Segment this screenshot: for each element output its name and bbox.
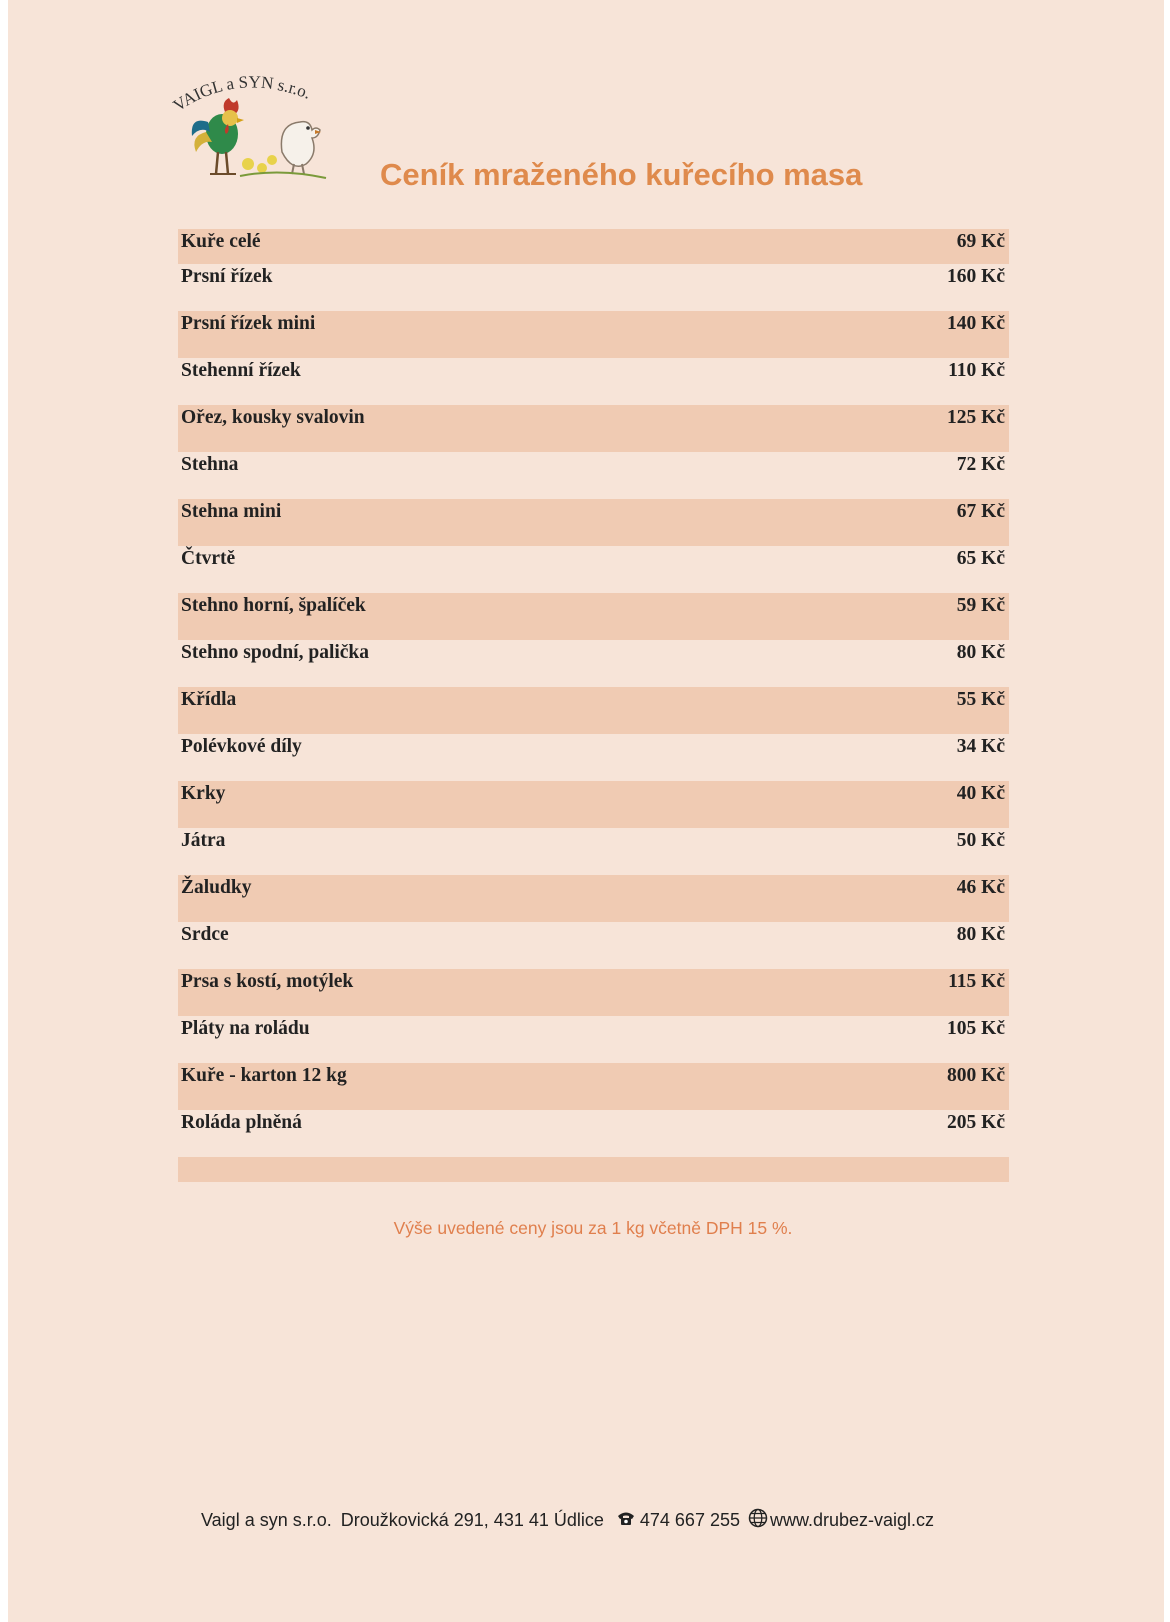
item-price: 50 Kč [956,830,1005,851]
table-row [178,687,1009,734]
vat-note: Výše uvedené ceny jsou za 1 kg včetně DPH 15 %. [393,1218,793,1238]
table-row [178,229,1009,264]
footer-company: Vaigl a syn s.r.o. [201,1510,332,1530]
table-row [178,875,1009,922]
item-price: 125 Kč [947,407,1005,428]
footer [201,1508,934,1533]
table-row [178,1016,1009,1063]
item-name: Kuře - karton 12 kg [181,1065,347,1086]
table-row [178,1063,1009,1110]
item-name: Stehenní řízek [181,360,301,381]
item-name: Roláda plněná [181,1112,302,1133]
item-name: Stehna [181,454,239,475]
item-price: 72 Kč [956,454,1005,475]
table-end-row [178,1157,1009,1182]
table-row [178,969,1009,1016]
table-row [178,640,1009,687]
table-row [178,734,1009,781]
item-name: Stehno spodní, palička [181,642,370,663]
page-title: Ceník mraženého kuřecího masa [380,157,863,192]
item-price: 40 Kč [956,783,1005,804]
phone-icon [616,1510,636,1531]
item-price: 205 Kč [947,1112,1005,1133]
table-row [178,358,1009,405]
table-row [178,781,1009,828]
item-price: 69 Kč [956,231,1005,252]
footer-phone: 474 667 255 [639,1510,740,1530]
item-price: 59 Kč [956,595,1005,616]
item-price: 65 Kč [956,548,1005,569]
rooster-hen-chicks-logo-icon [170,72,340,187]
table-row [178,922,1009,969]
footer-website-link[interactable]: www.drubez-vaigl.cz [770,1510,935,1530]
item-price: 34 Kč [956,736,1005,757]
logo-text: VAIGL a SYN s.r.o. [170,72,314,116]
item-name: Prsa s kostí, motýlek [181,971,354,992]
item-name: Kuře celé [181,231,261,252]
item-price: 46 Kč [956,877,1005,898]
table-row [178,593,1009,640]
price-list-page [8,0,1164,1622]
item-name: Křídla [181,689,237,710]
table-row [178,264,1009,311]
table-row [178,311,1009,358]
table-row [178,405,1009,452]
item-price: 55 Kč [956,689,1005,710]
item-price: 115 Kč [948,971,1005,992]
footer-address: Droužkovická 291, 431 41 Údlice [340,1510,604,1530]
item-name: Ořez, kousky svalovin [181,407,365,428]
item-price: 105 Kč [947,1018,1005,1039]
table-row [178,546,1009,593]
item-name: Čtvrtě [181,548,236,569]
table-row [178,452,1009,499]
item-name: Krky [181,783,226,804]
item-price: 80 Kč [956,924,1005,945]
price-table [178,229,1009,1182]
item-price: 140 Kč [947,313,1005,334]
item-price: 80 Kč [956,642,1005,663]
table-row [178,499,1009,546]
item-name: Prsní řízek [181,266,273,287]
item-name: Polévkové díly [181,736,302,757]
item-name: Srdce [181,924,229,945]
table-row [178,828,1009,875]
item-name: Játra [181,830,226,851]
item-name: Pláty na roládu [181,1018,310,1039]
item-name: Stehna mini [181,501,282,522]
item-name: Prsní řízek mini [181,313,316,334]
item-name: Stehno horní, špalíček [181,595,366,616]
company-logo [170,72,340,187]
item-name: Žaludky [181,877,252,898]
item-price: 800 Kč [947,1065,1005,1086]
item-price: 110 Kč [948,360,1005,381]
table-row [178,1110,1009,1157]
globe-icon [748,1508,768,1533]
item-price: 67 Kč [956,501,1005,522]
item-price: 160 Kč [947,266,1005,287]
